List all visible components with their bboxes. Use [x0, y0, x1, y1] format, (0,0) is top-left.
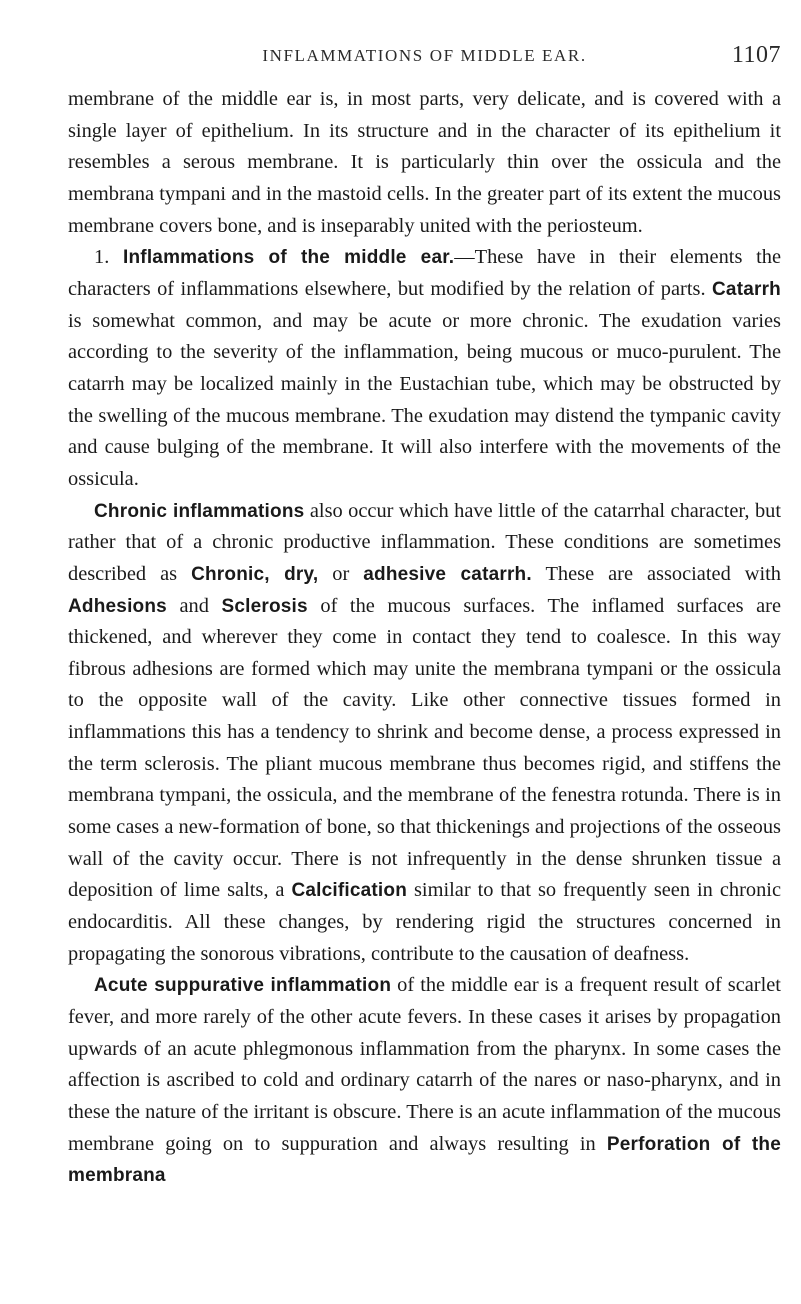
heading-inflammations-middle-ear: Inflammations of the middle ear. [123, 247, 455, 269]
paragraph-text: or [318, 562, 364, 585]
term-chronic-inflammations: Chronic inflammations [94, 500, 305, 522]
term-adhesive-catarrh: adhesive catarrh. [363, 563, 532, 585]
term-catarrh: Catarrh [712, 278, 781, 300]
term-acute-suppurative-inflammation: Acute suppurative inflammation [94, 975, 392, 997]
paragraph-text: similar to that so frequently seen in chronic endocarditis. All these changes, by rendering rigid the structures concerned in propagating the sonorous vibrations, contribute to the causation of deafness. [68, 879, 781, 965]
term-calcification: Calcification [291, 880, 408, 902]
paragraph-acute-suppurative [68, 970, 781, 1192]
book-page [68, 42, 781, 1292]
term-adhesions: Adhesions [68, 595, 167, 617]
paragraph-inflammations [68, 242, 781, 495]
page-number: 1107 [731, 42, 781, 68]
section-number: 1. [94, 246, 124, 269]
paragraph-text: of the middle ear is a frequent result of scarlet fever, and more rarely of the other acute fevers. In these cases it arises by propagation upwards of an acute phlegmonous inflammation from the pharynx. In some cases the affection is ascribed to cold and ordinary catarrh of the nares or naso-pharynx, and in these the nature of the irritant is obscure. There is an acute inflammation of the mucous membrane going on to suppuration and always resulting in [68, 974, 781, 1155]
body-text [68, 84, 781, 1192]
paragraph-text: —These have in their elements the characters of inflammations elsewhere, but modified by the relation of parts. [68, 246, 782, 300]
paragraph-text: membrane of the middle ear is, in most parts, very delicate, and is covered with a single layer of epithelium. In its structure and in the character of its epithelium it resembles a serous membrane. It is particularly thin over the ossicula and the membrana tympani and in the mastoid cells. In the greater part of its extent the mucous membrane covers bone, and is inseparably united with the periosteum. [68, 88, 781, 237]
paragraph-text: These are associated with [531, 562, 781, 585]
paragraph-continuation [68, 84, 781, 242]
term-chronic-dry: Chronic, dry, [191, 563, 319, 585]
paragraph-text: also occur which have little of the catarrhal character, but rather that of a chronic productive inflammation. These conditions are sometimes described as [68, 499, 781, 585]
paragraph-text: of the mucous surfaces. The inflamed surfaces are thickened, and wherever they come in contact they tend to coalesce. In this way fibrous adhesions are formed which may unite the membrana tympani or the ossicula to the opposite wall of the cavity. Like other connective tissues formed in inflammations this has a tendency to shrink and become dense, a process expressed in the term sclerosis. The pliant mucous membrane thus becomes rigid, and stiffens the membrana tympani, the ossicula, and the membrane of the fenestra rotunda. There is in some cases a new-formation of bone, so that thickenings and projections of the osseous wall of the cavity occur. There is not infrequently in the dense shrunken tissue a deposition of lime salts, a [68, 594, 781, 902]
running-title: INFLAMMATIONS OF MIDDLE EAR. [262, 46, 587, 65]
term-perforation: Perforation of the membrana [68, 1133, 781, 1187]
paragraph-text: and [166, 594, 222, 617]
paragraph-chronic-inflammations [68, 496, 781, 971]
running-head [68, 42, 781, 78]
paragraph-text: is somewhat common, and may be acute or more chronic. The exudation varies according to the severity of the inflammation, being mucous or muco-purulent. The catarrh may be localized mainly in the Eustachian tube, which may be obstructed by the swelling of the mucous membrane. The exudation may distend the tympanic cavity and cause bulging of the membrane. It will also interfere with the movements of the ossicula. [68, 309, 781, 490]
term-sclerosis: Sclerosis [221, 595, 308, 617]
